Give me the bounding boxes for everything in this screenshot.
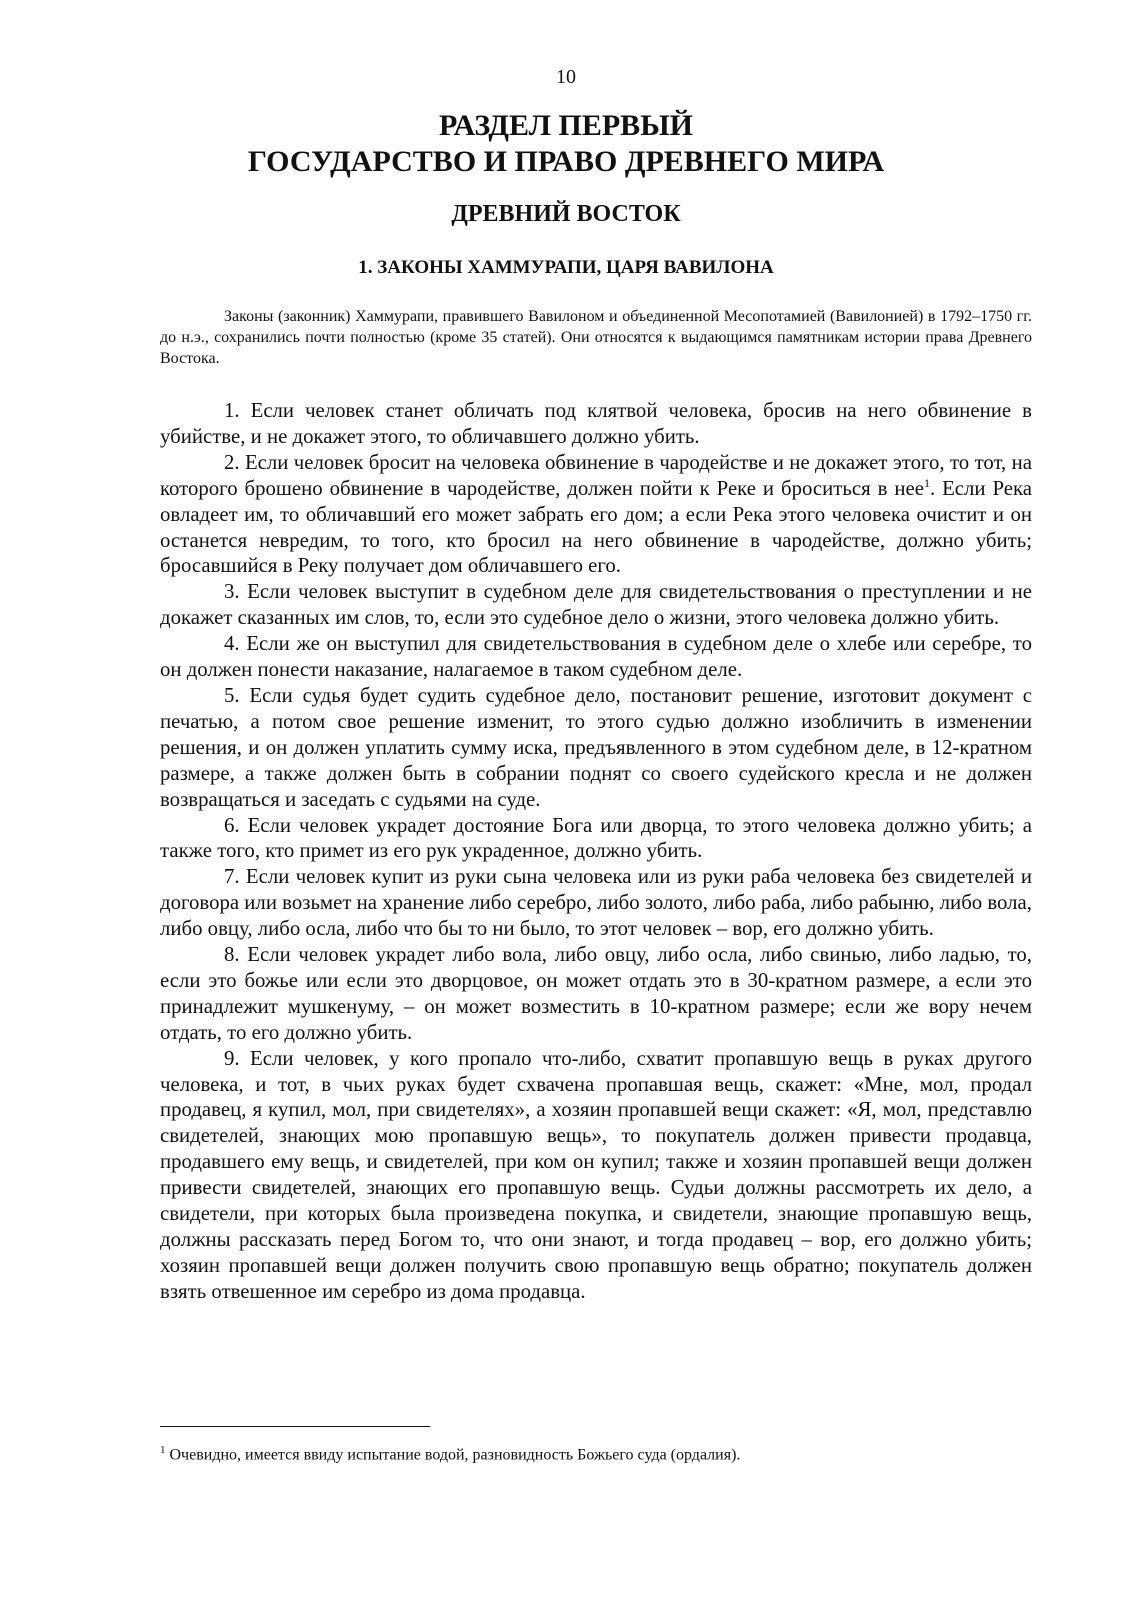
article-paragraph: 3. Если человек выступит в судебном деле для свидетельствования о преступлении и не докажет сказанных им слов, то, если это судебное дело о жизни, этого человека должно убить. xyxy=(160,580,1032,630)
footnote-divider xyxy=(160,1426,430,1427)
article-paragraph: 6. Если человек украдет достояние Бога или дворца, то этого человека должно убить; а также того, кто примет из его рук украденное, должно убить. xyxy=(160,813,1032,863)
footnote-text: Очевидно, имеется ввиду испытание водой, разновидность Божьего суда (ордалия). xyxy=(169,1446,741,1464)
section-title xyxy=(0,108,1132,180)
article-paragraph: 4. Если же он выступил для свидетельствования в судебном деле о хлебе или серебре, то он должен понести наказание, налагаемое в таком судебном деле. xyxy=(160,632,1032,682)
section-title-line: ГОСУДАРСТВО И ПРАВО ДРЕВНЕГО МИРА xyxy=(247,145,885,178)
intro-paragraph: Законы (законник) Хаммурапи, правившего Вавилоном и объединенной Месопотамией (Вавилонией) в 1792–1750 гг. до н.э., сохранились почти полностью (кроме 35 статей). Они относятся к выдающимся памятникам истории права Древнего Востока. xyxy=(160,308,1032,367)
article-text: 2. Если человек бросит на человека обвинение в чародействе и не докажет этого, то тот, на которого брошено обвинение в чародействе, должен пойти к Реке и броситься в нее xyxy=(160,450,1032,500)
region-title: ДРЕВНИЙ ВОСТОК xyxy=(451,201,681,227)
section-title-line: РАЗДЕЛ ПЕРВЫЙ xyxy=(439,109,693,142)
article-paragraph: 1. Если человек станет обличать под клятвой человека, бросив на него обвинение в убийстве, и не докажет этого, то обличавшего должно убить. xyxy=(160,399,1032,448)
article-paragraph: 8. Если человек украдет либо вола, либо овцу, либо осла, либо свинью, либо ладью, то, если это божье или если это дворцовое, он может отдать это в 30-кратном размере, а если это принадлежит мушкенуму, – он может возместить в 10-кратном размере; если же вору нечем отдать, то его должно убить. xyxy=(160,943,1032,1044)
article-paragraph: 7. Если человек купит из руки сына человека или из руки раба человека без свидетелей и договора или возьмет на хранение либо серебро, либо золото, либо раба, либо рабыню, либо вола, либо овцу, либо осла, либо что бы то ни было, то этот человек – вор, его должно убить. xyxy=(160,865,1032,941)
article-paragraph: 5. Если судья будет судить судебное дело, постановит решение, изготовит документ с печатью, а потом свое решение изменит, то этого судью должно изобличить в изменении решения, и он должен уплатить сумму иска, предъявленного в этом судебном деле, в 12-кратном размере, а также должен быть в собрании поднят со своего судейского кресла и не должен возвращаться и заседать с судьями на суде. xyxy=(160,683,1032,811)
footnote-marker: 1 xyxy=(160,1444,166,1456)
articles-list xyxy=(160,398,1032,1305)
footnote-ref[interactable]: 1 xyxy=(923,475,930,490)
page-number: 10 xyxy=(556,66,576,88)
article-paragraph xyxy=(160,450,1032,580)
article-paragraph: 9. Если человек, у кого пропало что-либо, схватит пропавшую вещь в руках другого человека, и тот, в чьих руках будет схвачена пропавшая вещь, скажет: «Мне, мол, продал продавец, я купил, мол, при свидетелях», а хозяин пропавшей вещи скажет: «Я, мол, представлю свидетелей, знающих мою пропавшую вещь», то покупатель должен привести продавца, продавшего ему вещь, и свидетелей, при ком он купил; также и хозяин пропавшей вещи должен привести свидетелей, знающих его пропавшую вещь. Судьи должны рассмотреть их дело, а свидетели, при которых была произведена покупка, и свидетели, знающие пропавшую вещь, должны рассказать перед Богом то, что они знают, и тогда продавец – вор, его должно убить; хозяин пропавшей вещи должен получить свою пропавшую вещь обратно; покупатель должен взять отвешенное им серебро из дома продавца. xyxy=(160,1046,1032,1303)
law-title: 1. ЗАКОНЫ ХАММУРАПИ, ЦАРЯ ВАВИЛОНА xyxy=(358,257,774,278)
footnote xyxy=(160,1440,1032,1465)
article-text-continued: . Если Река овладеет им, то обличавший его может забрать его дом; а если Река этого человека очистит и он останется невредим, то того, кто бросил на него обвинение в чародействе, должно убить; бросавшийся в Реку получает дом обличавшего его. xyxy=(160,476,1033,578)
